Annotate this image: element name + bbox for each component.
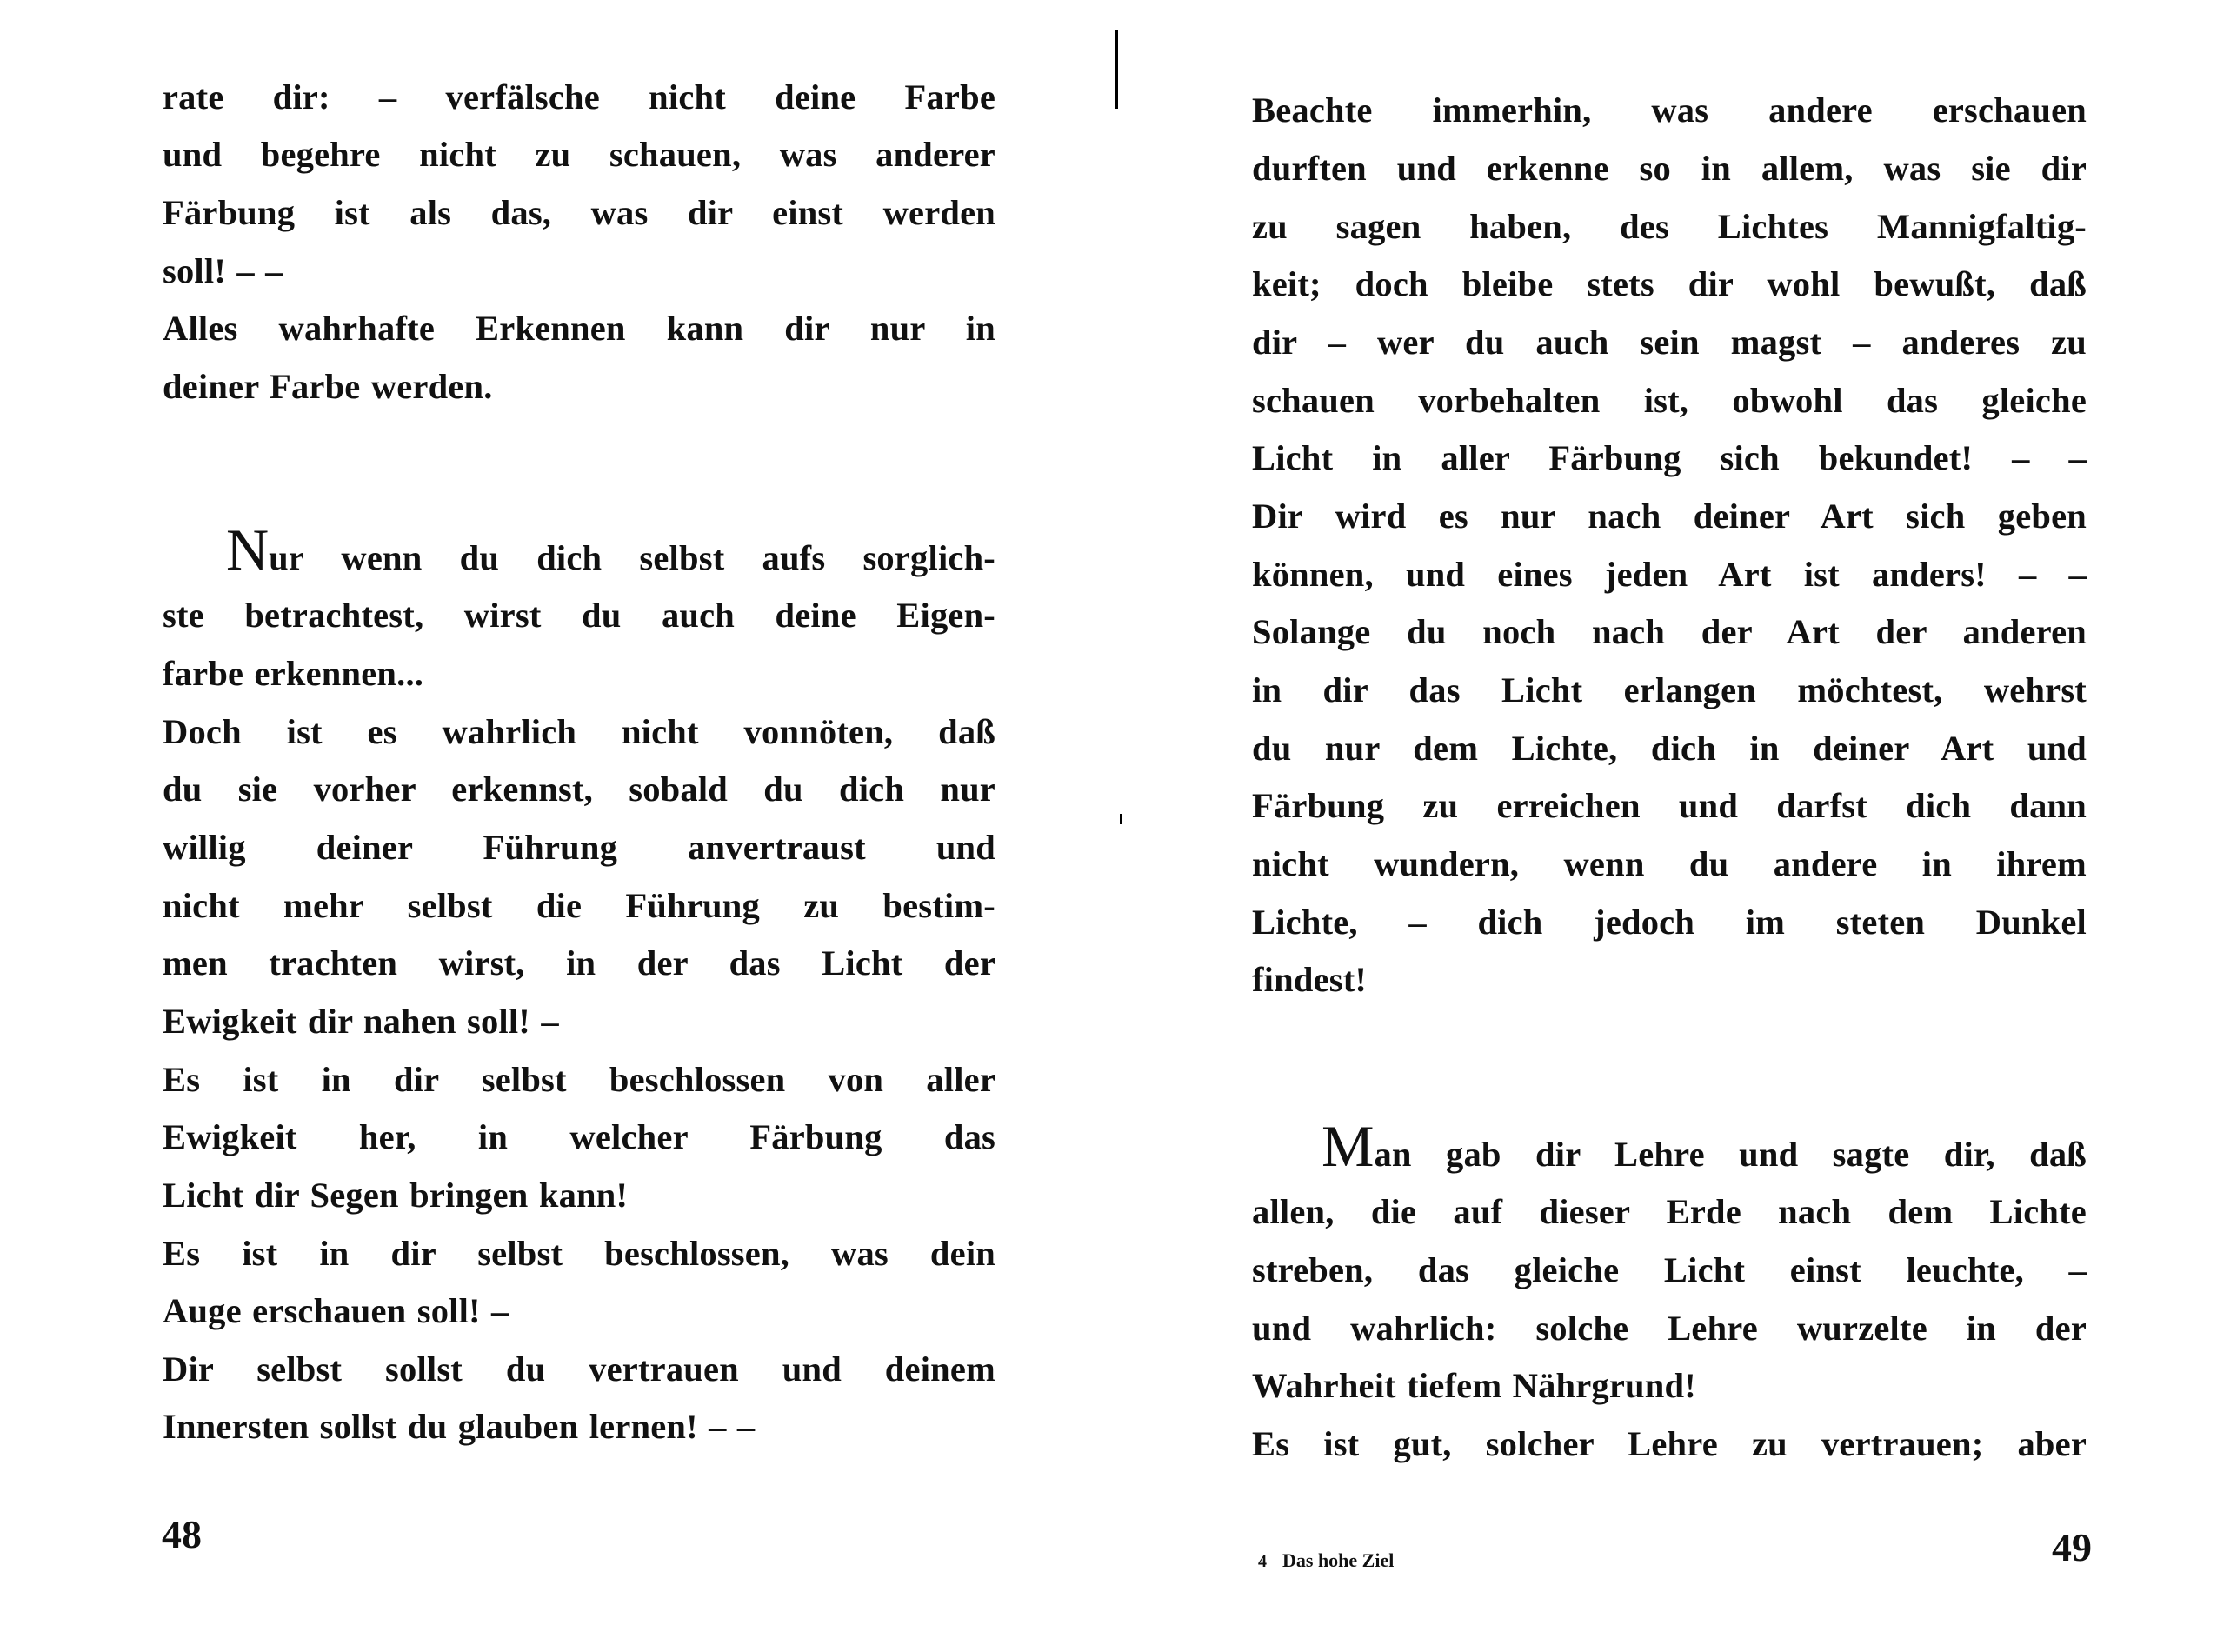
text-line: Es ist in dir selbst beschlossen, was dein — [163, 1234, 995, 1273]
text-line: streben, das gleiche Licht einst leuchte, – — [1252, 1250, 2087, 1289]
text-line: Färbung ist als das, was dir einst werden — [163, 193, 995, 232]
text-line: Ewigkeit dir nahen soll! – — [163, 1002, 559, 1041]
page-number: 49 — [2052, 1525, 2092, 1569]
text-line: Lichte, – dich jedoch im steten Dunkel — [1252, 903, 2087, 942]
text-line: Ewigkeit her, in welcher Färbung das — [163, 1117, 995, 1156]
text-line: Beachte immerhin, was andere erschauen — [1252, 90, 2087, 130]
text-line: nicht wundern, wenn du andere in ihrem — [1252, 844, 2087, 883]
text-line: Färbung zu erreichen und darfst dich dann — [1252, 786, 2087, 825]
text-line: Wahrheit tiefem Nährgrund! — [1252, 1366, 1696, 1405]
first-line-text: an gab dir Lehre und sagte dir, daß — [1374, 1135, 2087, 1174]
text-line: Doch ist es wahrlich nicht vonnöten, daß — [163, 712, 995, 751]
text-line: und wahrlich: solche Lehre wurzelte in der — [1252, 1309, 2087, 1348]
text-line: farbe erkennen... — [163, 654, 424, 693]
text-line: und begehre nicht zu schauen, was anderer — [163, 135, 995, 174]
text-line: Licht in aller Färbung sich bekundet! – – — [1252, 438, 2087, 477]
text-line: willig deiner Führung anvertraust und — [163, 828, 995, 867]
text-line: du sie vorher erkennst, sobald du dich nur — [163, 769, 995, 809]
text-line: können, und eines jeden Art ist anders! – – — [1252, 555, 2087, 594]
text-line: nicht mehr selbst die Führung zu bestim- — [163, 886, 995, 925]
text-line: durften und erkenne so in allem, was sie dir — [1252, 149, 2087, 188]
text-line: Es ist in dir selbst beschlossen von aller — [163, 1060, 995, 1099]
text-line: soll! – – — [163, 251, 283, 290]
text-line: Auge erschauen soll! – — [163, 1291, 509, 1330]
text-line: in dir das Licht erlangen möchtest, wehrst — [1252, 670, 2087, 709]
text-line: Licht dir Segen bringen kann! — [163, 1176, 629, 1215]
page-number: 48 — [162, 1512, 202, 1556]
text-line: Es ist gut, solcher Lehre zu vertrauen; aber — [1252, 1424, 2087, 1463]
text-line: keit; doch bleibe stets dir wohl bewußt, daß — [1252, 264, 2087, 303]
text-line: Dir selbst sollst du vertrauen und deinem — [163, 1349, 995, 1389]
text-line: men trachten wirst, in der das Licht der — [163, 943, 995, 983]
text-line: schauen vorbehalten ist, obwohl das gleiche — [1252, 381, 2087, 420]
signature-number: 4 — [1258, 1552, 1267, 1571]
first-line-text: ur wenn du dich selbst aufs sorglich- — [269, 538, 995, 577]
text-line: ste betrachtest, wirst du auch deine Eigen- — [163, 596, 995, 635]
text-line: zu sagen haben, des Lichtes Mannigfaltig- — [1252, 207, 2087, 246]
paragraph-first-line — [1252, 1113, 2087, 1183]
text-line: findest! — [1252, 960, 1368, 999]
text-line: rate dir: – verfälsche nicht deine Farbe — [163, 77, 995, 117]
text-line: allen, die auf dieser Erde nach dem Lichte — [1252, 1192, 2087, 1231]
drop-cap: M — [1322, 1113, 1375, 1179]
text-line: du nur dem Lichte, dich in deiner Art und — [1252, 729, 2087, 768]
text-line: Dir wird es nur nach deiner Art sich geben — [1252, 496, 2087, 536]
text-line: Innersten sollst du glauben lernen! – – — [163, 1407, 756, 1446]
text-line: Alles wahrhafte Erkennen kann dir nur in — [163, 309, 995, 348]
signature-mark — [1258, 1551, 1394, 1570]
signature-title: Das hohe Ziel — [1282, 1549, 1395, 1571]
paragraph-first-line — [163, 516, 995, 587]
text-line: deiner Farbe werden. — [163, 367, 493, 406]
left-page — [0, 0, 1108, 1652]
drop-cap: N — [226, 516, 270, 583]
right-page — [1108, 0, 2217, 1652]
text-line: Solange du noch nach der Art der anderen — [1252, 612, 2087, 651]
text-line: dir – wer du auch sein magst – anderes zu — [1252, 323, 2087, 362]
